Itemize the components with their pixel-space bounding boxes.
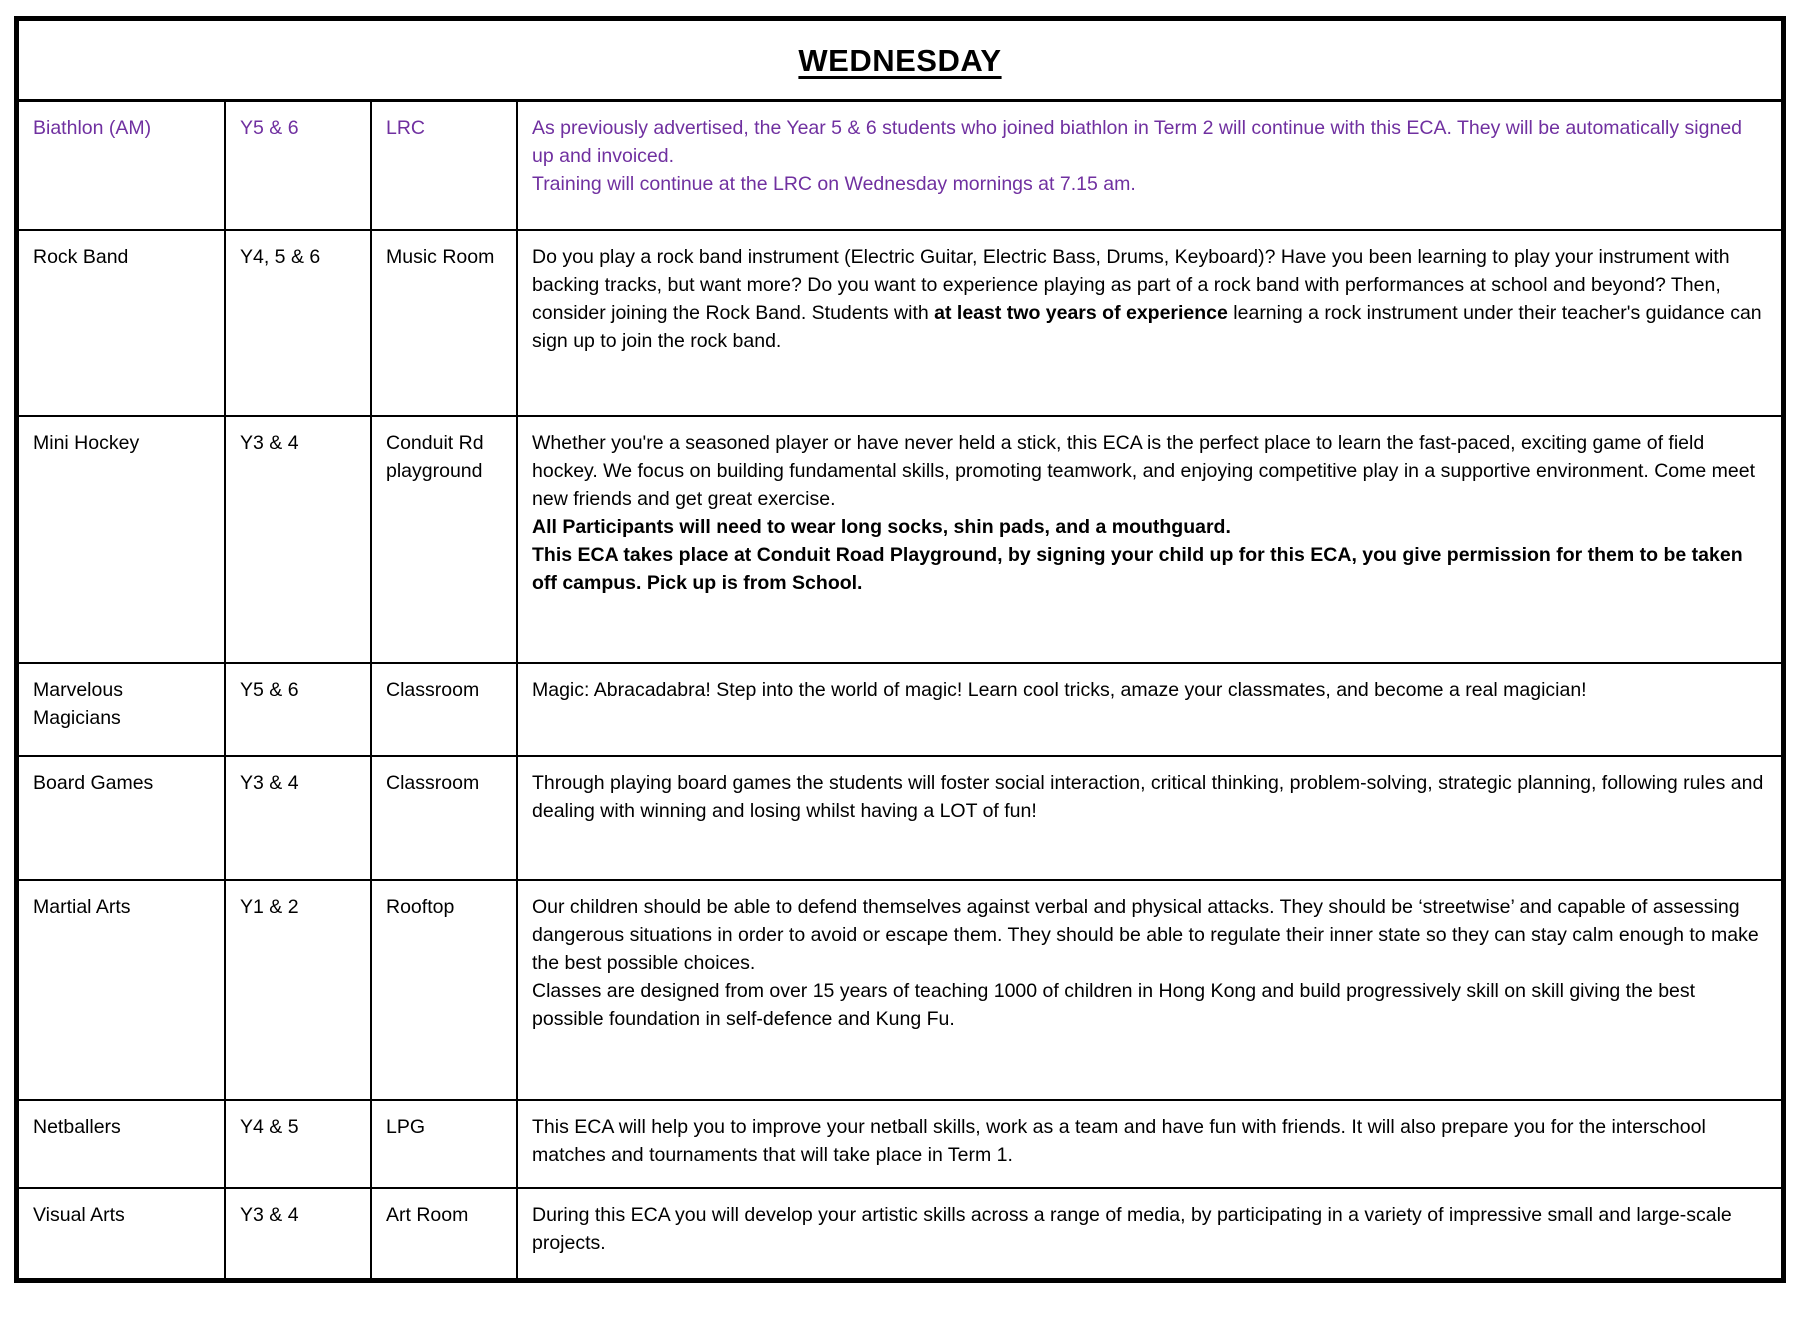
eca-row: [19, 756, 1781, 880]
location-cell: LRC: [371, 102, 517, 230]
activity-name-cell: Visual Arts: [19, 1188, 225, 1278]
description-paragraph: As previously advertised, the Year 5 & 6 students who joined biathlon in Term 2 will continue with this ECA. They will be automatically signed up and invoiced.: [532, 117, 1743, 167]
activity-name-cell: Rock Band: [19, 230, 225, 416]
eca-row: [19, 1100, 1781, 1188]
day-header: [19, 21, 1781, 102]
description-paragraph: Magic: Abracadabra! Step into the world of magic! Learn cool tricks, amaze your classmates, and become a real magician!: [532, 679, 1587, 701]
description-paragraph: Classes are designed from over 15 years of teaching 1000 of children in Hong Kong and build progressively skill on skill giving the best possible foundation in self-defence and Kung Fu.: [532, 980, 1696, 1030]
location-cell: Conduit Rd playground: [371, 416, 517, 663]
activity-name-cell: Board Games: [19, 756, 225, 880]
description-cell: [517, 663, 1781, 756]
description-paragraph: Training will continue at the LRC on Wednesday mornings at 7.15 am.: [532, 173, 1136, 195]
year-groups-cell: Y1 & 2: [225, 880, 371, 1100]
description-cell: [517, 880, 1781, 1100]
description-cell: [517, 230, 1781, 416]
year-groups-cell: Y3 & 4: [225, 756, 371, 880]
description-paragraph: Through playing board games the students will foster social interaction, critical thinking, problem-solving, strategic planning, following rules and dealing with winning and losing whilst having a LOT of fun!: [532, 772, 1764, 822]
eca-schedule-sheet: [14, 16, 1786, 1283]
activity-name-cell: Netballers: [19, 1100, 225, 1188]
activity-name-cell: Marvelous Magicians: [19, 663, 225, 756]
description-paragraph: This ECA takes place at Conduit Road Playground, by signing your child up for this ECA, you give permission for them to be taken off campus. Pick up is from School.: [532, 544, 1743, 594]
description-paragraph: This ECA will help you to improve your netball skills, work as a team and have fun with friends. It will also prepare you for the interschool matches and tournaments that will take place in Term 1.: [532, 1116, 1706, 1166]
description-cell: [517, 756, 1781, 880]
description-cell: [517, 102, 1781, 230]
eca-row: [19, 880, 1781, 1100]
year-groups-cell: Y4 & 5: [225, 1100, 371, 1188]
activity-name-cell: Mini Hockey: [19, 416, 225, 663]
year-groups-cell: Y3 & 4: [225, 416, 371, 663]
eca-row: [19, 102, 1781, 230]
year-groups-cell: Y5 & 6: [225, 102, 371, 230]
location-cell: Music Room: [371, 230, 517, 416]
day-title: WEDNESDAY: [798, 43, 1002, 78]
eca-row: [19, 416, 1781, 663]
eca-row: [19, 663, 1781, 756]
activity-name-cell: Martial Arts: [19, 880, 225, 1100]
eca-row: [19, 230, 1781, 416]
year-groups-cell: Y3 & 4: [225, 1188, 371, 1278]
description-cell: [517, 1100, 1781, 1188]
activity-name-cell: Biathlon (AM): [19, 102, 225, 230]
year-groups-cell: Y4, 5 & 6: [225, 230, 371, 416]
description-paragraph: Our children should be able to defend themselves against verbal and physical attacks. They should be ‘streetwise’ and capable of assessing dangerous situations in order to avoid or escape them. They should be able to regulate their inner state so they can stay calm enough to make the best possible choices.: [532, 896, 1759, 974]
eca-table-body: [19, 102, 1781, 1278]
eca-table: [19, 102, 1781, 1278]
description-paragraph: All Participants will need to wear long socks, shin pads, and a mouthguard.: [532, 516, 1231, 538]
description-paragraph: During this ECA you will develop your artistic skills across a range of media, by participating in a variety of impressive small and large-scale projects.: [532, 1204, 1732, 1254]
location-cell: Art Room: [371, 1188, 517, 1278]
description-cell: [517, 416, 1781, 663]
location-cell: Classroom: [371, 663, 517, 756]
description-cell: [517, 1188, 1781, 1278]
location-cell: Classroom: [371, 756, 517, 880]
year-groups-cell: Y5 & 6: [225, 663, 371, 756]
location-cell: LPG: [371, 1100, 517, 1188]
description-paragraph: Do you play a rock band instrument (Electric Guitar, Electric Bass, Drums, Keyboard)? Have you been learning to play your instrument with backing tracks, but want more? Do you want to experience playing as part of a rock band with performances at school and beyond? Then, consider joining the Rock Band. Students with at least two years of experience learning a rock instrument under their teacher's guidance can sign up to join the rock band.: [532, 246, 1762, 352]
location-cell: Rooftop: [371, 880, 517, 1100]
description-paragraph: Whether you're a seasoned player or have never held a stick, this ECA is the perfect place to learn the fast-paced, exciting game of field hockey. We focus on building fundamental skills, promoting teamwork, and enjoying competitive play in a supportive environment. Come meet new friends and get great exercise.: [532, 432, 1755, 510]
eca-row: [19, 1188, 1781, 1278]
